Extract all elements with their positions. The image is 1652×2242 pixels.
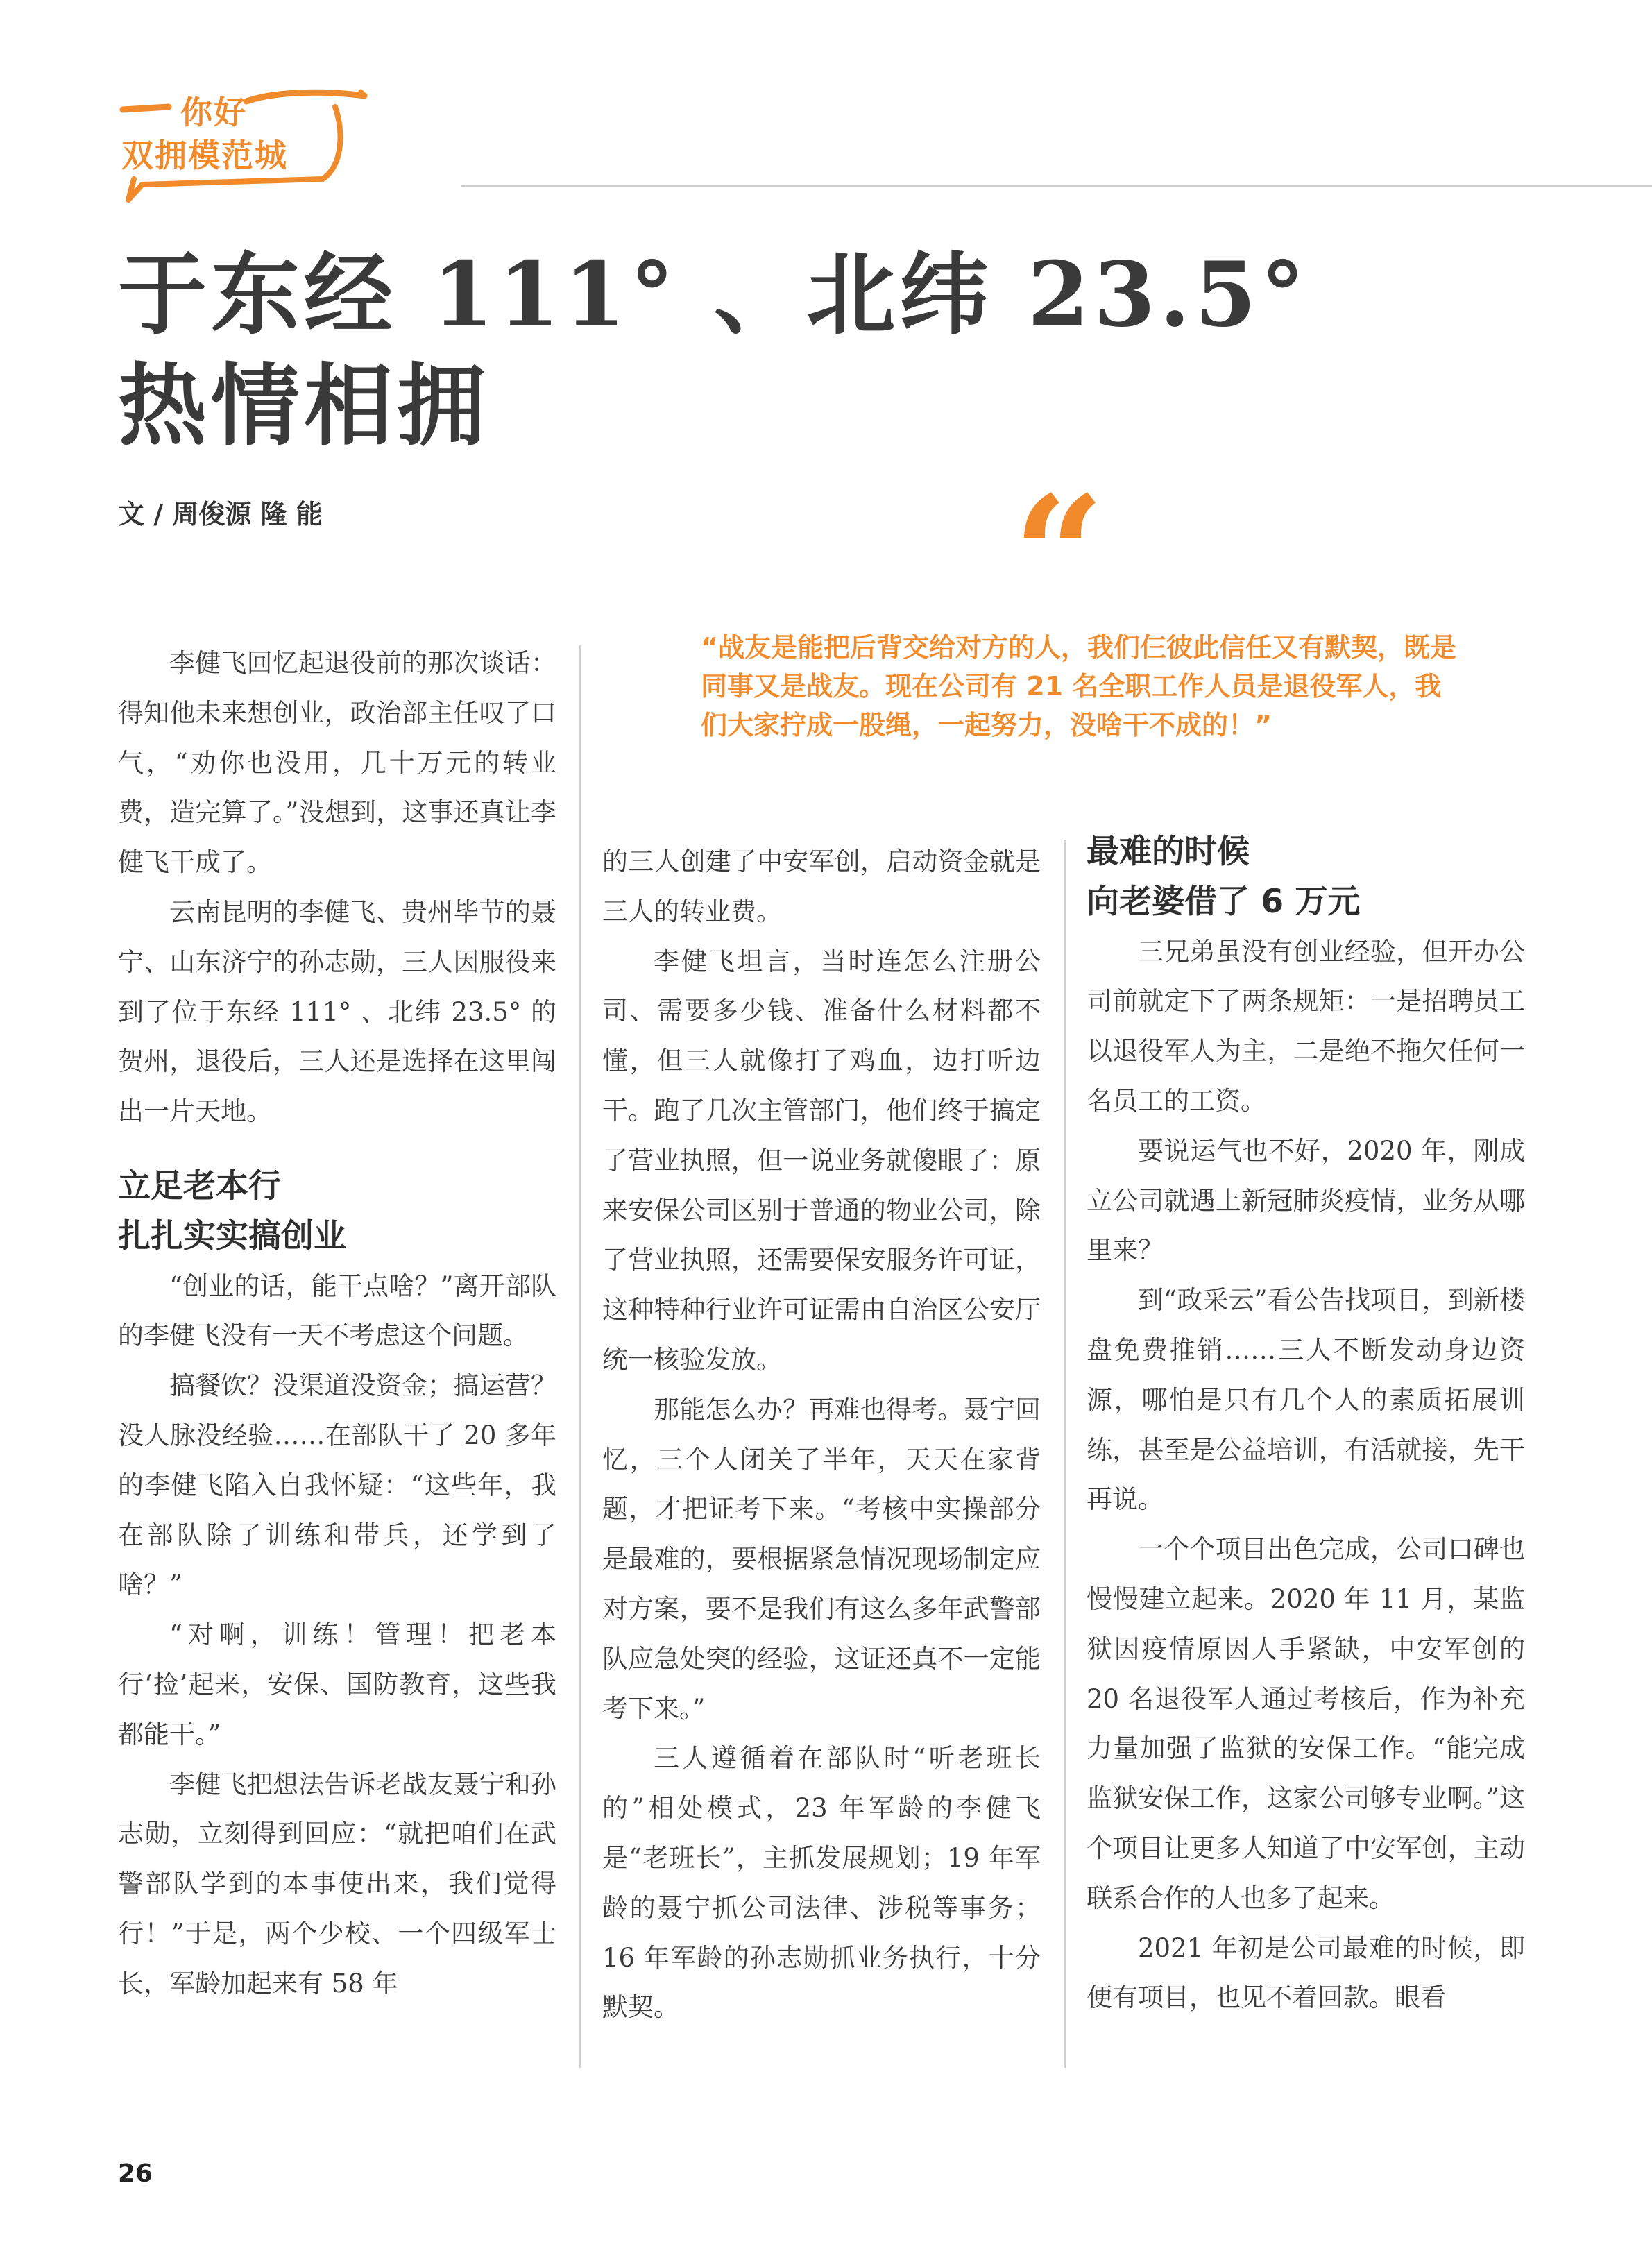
paragraph: 到“政采云”看公告找项目，到新楼盘免费推销……三人不断发动身边资源，哪怕是只有几个人的素质拓展训练，甚至是公益培训，有活就接，先干再说。 — [1087, 1285, 1525, 1515]
paragraph: 一个个项目出色完成，公司口碑也慢慢建立起来。2020 年 11 月，某监狱因疫情原因人手紧缺，中安军创的 20 名退役军人通过考核后，作为补充力量加强了监狱的安保工作。“能完成监狱安保工作，这家公司够专业啊。”这个项目让更多人知道了中安军创，主动联系合作的人也多了起来。 — [1087, 1534, 1525, 1913]
paragraph: 三人遵循着在部队时“听老班长的”相处模式，23 年军龄的李健飞是“老班长”，主抓发展规划；19 年军龄的聂宁抓公司法律、涉税等事务；16 年军龄的孙志勋抓业务执行，十分默契。 — [602, 1743, 1041, 2023]
article-title — [118, 239, 1436, 461]
page-number: 26 — [118, 2159, 153, 2188]
heading-line: 向老婆借了 6 万元 — [1087, 882, 1361, 921]
paragraph: 李健飞把想法告诉老战友聂宁和孙志勋，立刻得到回应：“就把咱们在武警部队学到的本事使出来，我们觉得行！”于是，两个少校、一个四级军士长，军龄加起来有 58 年 — [118, 1769, 556, 1998]
heading-line: 立足老本行 — [118, 1166, 281, 1205]
paragraph: 云南昆明的李健飞、贵州毕节的聂宁、山东济宁的孙志勋，三人因服役来到了位于东经 111° 、北纬 23.5° 的贺州，退役后，三人还是选择在这里闯出一片天地。 — [118, 897, 556, 1127]
paragraph: 李健飞坦言，当时连怎么注册公司、需要多少钱、准备什么材料都不懂，但三人就像打了鸡血，边打听边干。跑了几次主管部门，他们终于搞定了营业执照，但一说业务就傻眼了：原来安保公司区别于普通的物业公司，除了营业执照，还需要保安服务许可证，这种特种行业许可证需由自治区公安厅统一核验发放。 — [602, 946, 1041, 1375]
paragraph: 2021 年初是公司最难的时候，即便有项目，也见不着回款。眼看 — [1087, 1933, 1525, 2013]
paragraph: “对啊，训练！管理！把老本行‘捡’起来，安保、国防教育，这些我都能干。” — [118, 1620, 556, 1749]
section-heading — [1087, 827, 1525, 927]
column-1 — [118, 638, 556, 2009]
paragraph: “创业的话，能干点啥？”离开部队的李健飞没有一天不考虑这个问题。 — [118, 1271, 556, 1351]
paragraph: 的三人创建了中安军创，启动资金就是三人的转业费。 — [602, 847, 1041, 926]
byline: 文 / 周俊源 隆 能 — [118, 499, 323, 529]
paragraph: 要说运气也不好，2020 年，刚成立公司就遇上新冠肺炎疫情，业务从哪里来？ — [1087, 1135, 1525, 1266]
column-2 — [602, 837, 1041, 2032]
header-divider — [461, 185, 1652, 187]
paragraph: 三兄弟虽没有创业经验，但开办公司前就定下了两条规矩：一是招聘员工以退役军人为主，二是绝不拖欠任何一名员工的工资。 — [1087, 936, 1525, 1116]
title-line-2: 热情相拥 — [118, 354, 491, 458]
paragraph: 搞餐饮？没渠道没资金；搞运营？没人脉没经验……在部队干了 20 多年的李健飞陷入自我怀疑：“这些年，我在部队除了训练和带兵，还学到了啥？” — [118, 1370, 556, 1600]
section-heading — [118, 1162, 556, 1262]
paragraph: 李健飞回忆起退役前的那次谈话：得知他未来想创业，政治部主任叹了口气，“劝你也没用，几十万元的转业费，造完算了。”没想到，这事还真让李健飞干成了。 — [118, 648, 556, 878]
column-3 — [1087, 827, 1525, 2023]
title-line-1: 于东经 111° 、北纬 23.5° — [118, 243, 1309, 347]
badge-greeting: 你好 — [180, 94, 247, 131]
section-badge — [114, 82, 378, 203]
column-divider — [579, 645, 581, 2068]
heading-line: 扎扎实实搞创业 — [118, 1216, 346, 1255]
badge-section-name: 双拥模范城 — [121, 137, 288, 174]
pull-quote: “战友是能把后背交给对方的人，我们仨彼此信任又有默契，既是同事又是战友。现在公司有 21 名全职工作人员是退役军人，我们大家拧成一股绳，一起努力，没啥干不成的！” — [701, 632, 1456, 740]
heading-line: 最难的时候 — [1087, 833, 1250, 871]
quote-mark-icon: “ — [1013, 461, 1105, 649]
column-divider — [1064, 840, 1066, 2068]
paragraph: 那能怎么办？再难也得考。聂宁回忆，三个人闭关了半年，天天在家背题，才把证考下来。“考核中实操部分是最难的，要根据紧急情况现场制定应对方案，要不是我们有这么多年武警部队应急处突的经验，这证还真不一定能考下来。” — [602, 1394, 1041, 1724]
